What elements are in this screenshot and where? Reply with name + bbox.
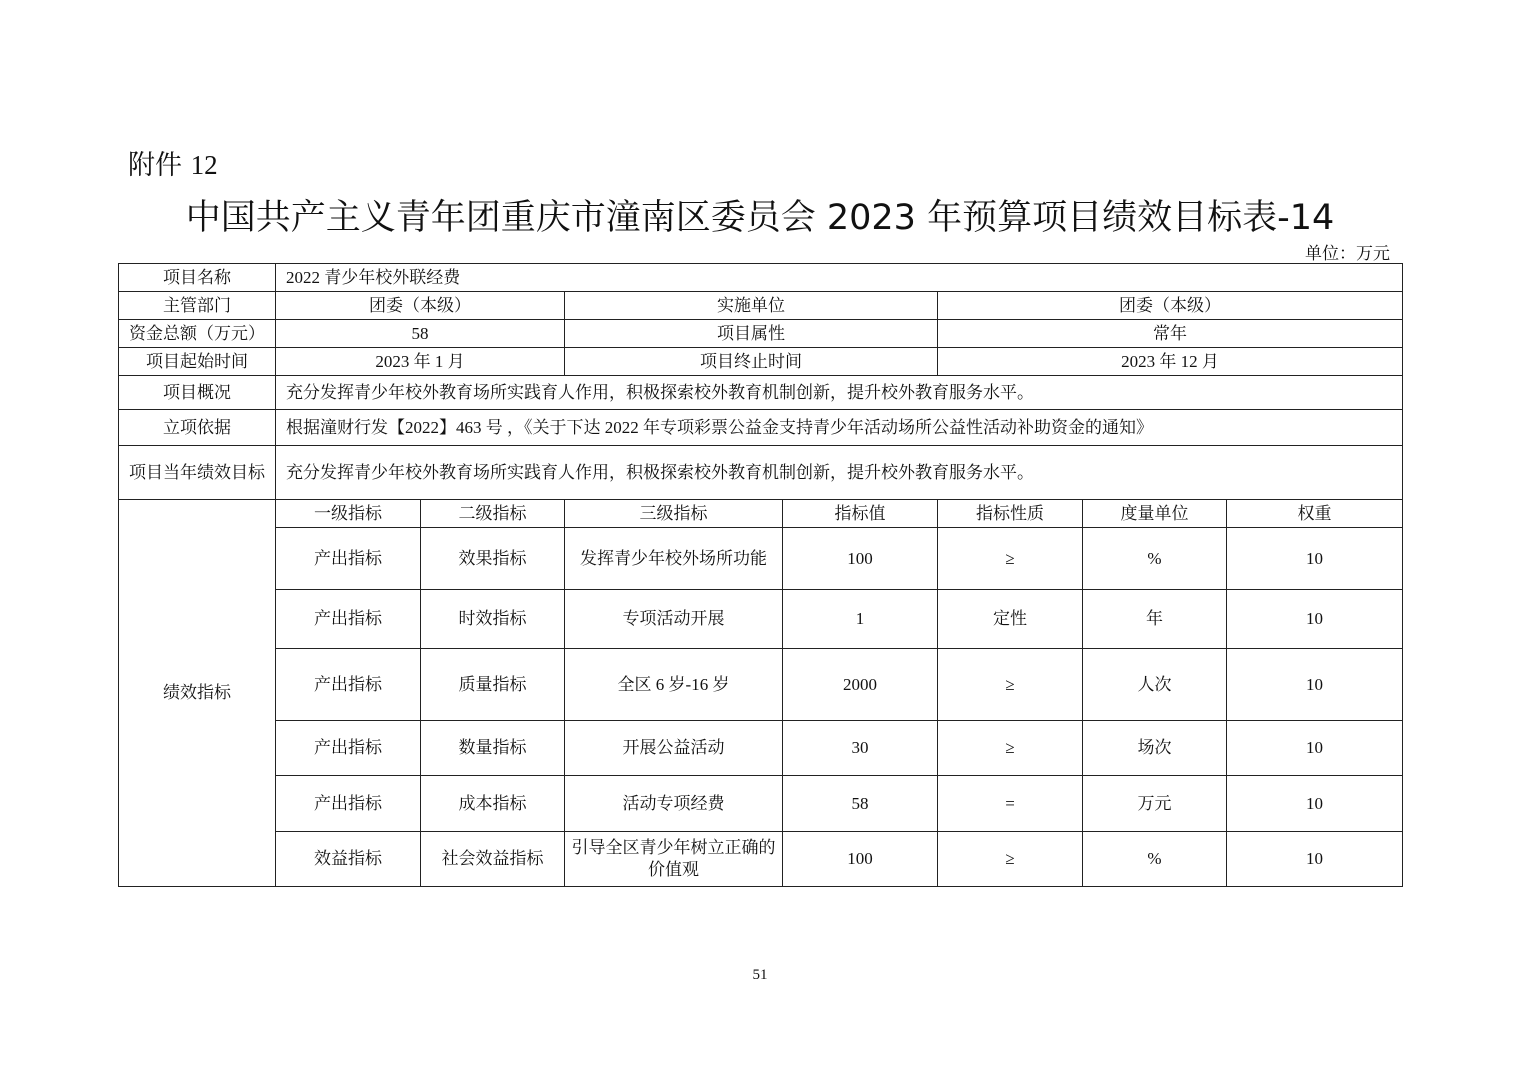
basis-label: 立项依据 [119, 410, 276, 446]
cell: 效益指标 [276, 832, 421, 887]
cell: 质量指标 [421, 649, 565, 721]
table-row [119, 528, 1403, 590]
cell: 10 [1227, 649, 1403, 721]
attachment-label: 附件 12 [128, 150, 218, 181]
cell: 100 [783, 528, 938, 590]
cell: 产出指标 [276, 590, 421, 649]
attr-value: 常年 [938, 320, 1403, 348]
cell: 1 [783, 590, 938, 649]
cell: 效果指标 [421, 528, 565, 590]
cell: 活动专项经费 [565, 776, 783, 832]
table-row [119, 776, 1403, 832]
header-cell: 度量单位 [1083, 500, 1227, 528]
overview-label: 项目概况 [119, 376, 276, 410]
cell: 人次 [1083, 649, 1227, 721]
goal-value: 充分发挥青少年校外教育场所实践育人作用，积极探索校外教育机制创新，提升校外教育服务水平。 [276, 446, 1403, 500]
cell: 10 [1227, 528, 1403, 590]
cell: 万元 [1083, 776, 1227, 832]
cell: 产出指标 [276, 528, 421, 590]
table-row [119, 376, 1403, 410]
cell: 成本指标 [421, 776, 565, 832]
start-label: 项目起始时间 [119, 348, 276, 376]
end-label: 项目终止时间 [565, 348, 938, 376]
cell: 场次 [1083, 721, 1227, 776]
cell: 发挥青少年校外场所功能 [565, 528, 783, 590]
goal-label: 项目当年绩效目标 [119, 446, 276, 500]
table-header-row [119, 500, 1403, 528]
cell: 10 [1227, 590, 1403, 649]
table-row [119, 721, 1403, 776]
table-row [119, 590, 1403, 649]
cell: = [938, 776, 1083, 832]
page-number: 51 [752, 967, 768, 983]
perf-label: 绩效指标 [119, 500, 276, 887]
overview-value: 充分发挥青少年校外教育场所实践育人作用，积极探索校外教育机制创新，提升校外教育服务水平。 [276, 376, 1403, 410]
header-cell: 权重 [1227, 500, 1403, 528]
table-row [119, 320, 1403, 348]
header-cell: 一级指标 [276, 500, 421, 528]
attr-label: 项目属性 [565, 320, 938, 348]
cell: 社会效益指标 [421, 832, 565, 887]
cell: 年 [1083, 590, 1227, 649]
basis-value: 根据潼财行发【2022】463 号 ，《关于下达 2022 年专项彩票公益金支持青少年活动场所公益性活动补助资金的通知》 [276, 410, 1403, 446]
impl-label: 实施单位 [565, 292, 938, 320]
cell: 30 [783, 721, 938, 776]
table-row [119, 410, 1403, 446]
cell: % [1083, 528, 1227, 590]
project-name-label: 项目名称 [119, 264, 276, 292]
cell: 全区 6 岁-16 岁 [565, 649, 783, 721]
project-name-value: 2022 青少年校外联经费 [276, 264, 1403, 292]
cell: 产出指标 [276, 721, 421, 776]
cell: 100 [783, 832, 938, 887]
cell: 10 [1227, 721, 1403, 776]
header-cell: 指标值 [783, 500, 938, 528]
cell: 10 [1227, 832, 1403, 887]
table-row [119, 832, 1403, 887]
cell: 定性 [938, 590, 1083, 649]
start-value: 2023 年 1 月 [276, 348, 565, 376]
cell: 时效指标 [421, 590, 565, 649]
fund-label: 资金总额（万元） [119, 320, 276, 348]
table-row [119, 292, 1403, 320]
cell: 引导全区青少年树立正确的价值观 [565, 832, 783, 887]
cell: 2000 [783, 649, 938, 721]
header-cell: 指标性质 [938, 500, 1083, 528]
cell: ≥ [938, 721, 1083, 776]
table-row [119, 446, 1403, 500]
table-row [119, 649, 1403, 721]
cell: 专项活动开展 [565, 590, 783, 649]
page-title: 中国共产主义青年团重庆市潼南区委员会 2023 年预算项目绩效目标表-14 [185, 198, 1335, 238]
fund-value: 58 [276, 320, 565, 348]
unit-label: 单位：万元 [1305, 244, 1390, 263]
dept-label: 主管部门 [119, 292, 276, 320]
table-row [119, 348, 1403, 376]
cell: 产出指标 [276, 776, 421, 832]
cell: 58 [783, 776, 938, 832]
dept-value: 团委（本级） [276, 292, 565, 320]
end-value: 2023 年 12 月 [938, 348, 1403, 376]
attachment-number: 12 [190, 150, 218, 180]
header-cell: 二级指标 [421, 500, 565, 528]
impl-value: 团委（本级） [938, 292, 1403, 320]
cell: ≥ [938, 649, 1083, 721]
cell: ≥ [938, 832, 1083, 887]
table-row [119, 264, 1403, 292]
cell: ≥ [938, 528, 1083, 590]
cell: 数量指标 [421, 721, 565, 776]
cell: 10 [1227, 776, 1403, 832]
cell: 产出指标 [276, 649, 421, 721]
header-cell: 三级指标 [565, 500, 783, 528]
performance-table [118, 263, 1403, 887]
cell: 开展公益活动 [565, 721, 783, 776]
cell: % [1083, 832, 1227, 887]
